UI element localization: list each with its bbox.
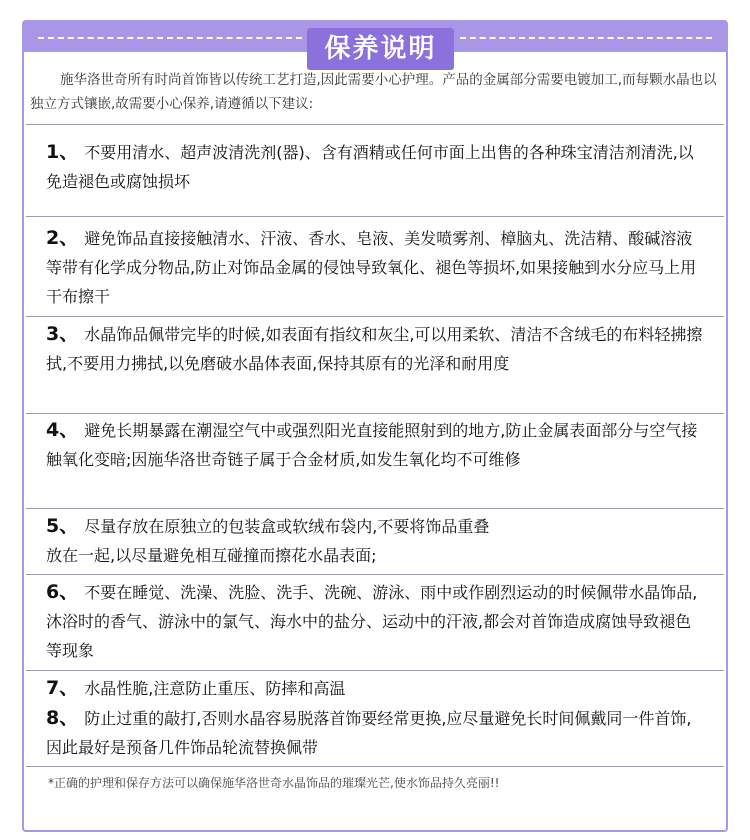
item-number: 5、: [46, 515, 79, 537]
item-text-line-1: 尽量存放在原独立的包装盒或软绒布袋内,不要将饰品重叠: [84, 517, 490, 536]
item-number: 2、: [46, 227, 79, 249]
list-item-6: [46, 578, 706, 665]
page-title: 保养说明: [307, 28, 454, 70]
list-item-4: [46, 416, 706, 474]
item-text: 不要用清水、超声波清洗剂(器)、含有酒精或任何市面上出售的各种珠宝清洁剂清洗,以免造褪色或腐蚀损坏: [46, 143, 694, 191]
divider: [26, 508, 724, 509]
care-instructions-panel: [22, 20, 728, 832]
divider: [26, 124, 724, 125]
item-number: 7、: [46, 677, 79, 699]
intro-paragraph: [30, 68, 720, 116]
footnote: *正确的护理和保存方法可以确保施华洛世奇水晶饰品的璀璨光芒,使水饰品持久亮丽!!: [48, 776, 500, 790]
item-text: 水晶性脆,注意防止重压、防摔和高温: [84, 679, 346, 698]
item-number: 1、: [46, 141, 79, 163]
list-item-5: [46, 512, 706, 570]
divider: [26, 670, 724, 671]
divider: [26, 413, 724, 414]
item-number: 3、: [46, 323, 79, 345]
item-text: 水晶饰品佩带完毕的时候,如表面有指纹和灰尘,可以用柔软、清洁不含绒毛的布料轻拂擦拭,不要用力拂拭,以免磨破水晶体表面,保持其原有的光泽和耐用度: [46, 325, 703, 373]
list-item-7: [46, 674, 706, 703]
item-text: 防止过重的敲打,否则水晶容易脱落首饰要经常更换,应尽量避免长时间佩戴同一件首饰,因此最好是预备几件饰品轮流替换佩带: [46, 709, 692, 757]
divider: [26, 216, 724, 217]
item-text: 不要在睡觉、洗澡、洗脸、洗手、洗碗、游泳、雨中或作剧烈运动的时候佩带水晶饰品,沐浴时的香气、游泳中的氯气、海水中的盐分、运动中的汗液,都会对首饰造成腐蚀导致褪色等现象: [46, 583, 698, 660]
list-item-1: [46, 138, 706, 196]
divider: [26, 766, 724, 767]
item-number: 8、: [46, 707, 79, 729]
item-text: 避免长期暴露在潮湿空气中或强烈阳光直接能照射到的地方,防止金属表面部分与空气接触氧化变暗;因施华洛世奇链子属于合金材质,如发生氧化均不可维修: [46, 421, 698, 469]
divider: [26, 574, 724, 575]
list-item-2: [46, 224, 706, 311]
item-number: 4、: [46, 419, 79, 441]
header-dashed-line-left: [38, 37, 302, 39]
intro-text: 施华洛世奇所有时尚首饰皆以传统工艺打造,因此需要小心护理。产品的金属部分需要电镀加工,而每颗水晶也以独立方式镶嵌,故需要小心保养,请遵循以下建议:: [30, 72, 717, 112]
list-item-3: [46, 320, 706, 378]
item-number: 6、: [46, 581, 79, 603]
list-item-8: [46, 704, 706, 762]
divider: [26, 316, 724, 317]
item-text-line-2: 放在一起,以尽量避免相互碰撞而擦花水晶表面;: [46, 546, 377, 565]
header-dashed-line-right: [460, 37, 712, 39]
item-text: 避免饰品直接接触清水、汗液、香水、皂液、美发喷雾剂、樟脑丸、洗洁精、酸碱溶液等带有化学成分物品,防止对饰品金属的侵蚀导致氧化、褪色等损坏,如果接触到水分应马上用干布擦干: [46, 229, 697, 306]
